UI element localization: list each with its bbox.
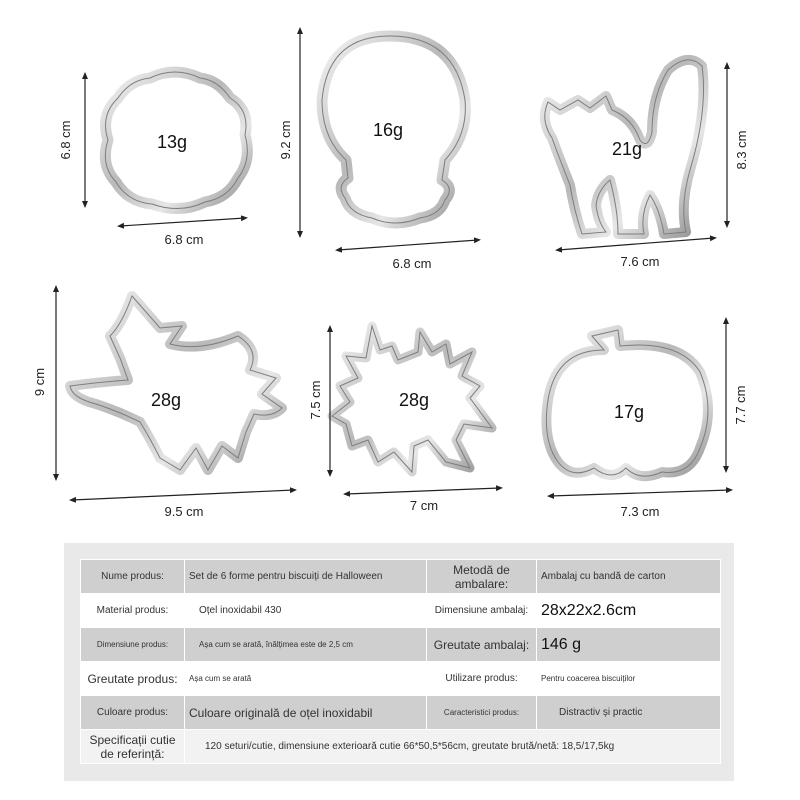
product-weight-value: Așa cum se arată <box>185 662 427 696</box>
product-spec-panel <box>64 543 734 781</box>
usage-label: Utilizare produs: <box>427 662 537 696</box>
color-value: Culoare originală de oțel inoxidabil <box>185 696 427 730</box>
weight-label: 28g <box>150 390 182 410</box>
color-label: Culoare produs: <box>81 696 185 730</box>
spec-row <box>81 560 721 594</box>
box-spec-value: 120 seturi/cutie, dimensiune exterioară cutie 66*50,5*56cm, greutate brută/netă: 18,5/17,5kg <box>185 730 721 764</box>
packaging-method-label: Metodă de ambalare: <box>427 560 537 594</box>
package-weight-label: Greutate ambalaj: <box>427 628 537 662</box>
product-weight-label: Greutate produs: <box>81 662 185 696</box>
weight-label: 21g <box>611 139 643 159</box>
product-dimension-value: Așa cum se arată, înălțimea este de 2,5 cm <box>185 628 427 662</box>
width-dimension-line <box>120 218 245 226</box>
product-name-label: Nume produs: <box>81 560 185 594</box>
witch-cutter-shape <box>70 296 282 470</box>
width-dimension-line <box>558 238 714 250</box>
usage-value: Pentru coacerea biscuiților <box>537 662 721 696</box>
product-name-value: Set de 6 forme pentru biscuiți de Halloween <box>185 560 427 594</box>
width-dimension-line <box>72 490 294 500</box>
spec-row <box>81 730 721 764</box>
cutter-octagon <box>58 72 247 247</box>
cutter-cat <box>545 60 749 269</box>
width-dimension-line <box>346 488 500 494</box>
width-label: 6.8 cm <box>392 256 432 271</box>
height-label: 9.2 cm <box>278 120 293 160</box>
weight-label: 16g <box>372 120 404 140</box>
weight-label: 13g <box>156 132 188 152</box>
weight-label: 17g <box>613 402 645 422</box>
width-dimension-line <box>550 490 730 496</box>
height-label: 7.5 cm <box>308 380 323 420</box>
packaging-method-value: Ambalaj cu bandă de carton <box>537 560 721 594</box>
width-label: 6.8 cm <box>164 232 204 247</box>
width-label: 7.3 cm <box>620 504 660 519</box>
width-label: 7.6 cm <box>620 254 660 269</box>
features-label: Caracteristici produs: <box>427 696 537 730</box>
product-spec-table <box>80 559 721 764</box>
height-label: 6.8 cm <box>58 120 73 160</box>
product-dimension-label: Dimensiune produs: <box>81 628 185 662</box>
package-dimension-value: 28x22x2.6cm <box>537 594 721 628</box>
cutter-splat <box>308 326 500 513</box>
height-label: 9 cm <box>32 367 47 397</box>
material-value: Oțel inoxidabil 430 <box>185 594 427 628</box>
spec-row <box>81 662 721 696</box>
cutter-pumpkin <box>546 320 748 519</box>
spec-row <box>81 594 721 628</box>
spec-row <box>81 628 721 662</box>
width-label: 9.5 cm <box>164 504 204 519</box>
width-dimension-line <box>338 240 478 250</box>
height-label: 8.3 cm <box>734 130 749 170</box>
features-value: Distractiv și practic <box>537 696 721 730</box>
package-dimension-label: Dimensiune ambalaj: <box>427 594 537 628</box>
cutter-skull <box>278 30 478 271</box>
material-label: Material produs: <box>81 594 185 628</box>
box-spec-label: Specificații cutie de referință: <box>81 730 185 764</box>
package-weight-value: 146 g <box>537 628 721 662</box>
cutter-witch <box>32 288 294 519</box>
weight-label: 28g <box>398 390 430 410</box>
width-label: 7 cm <box>409 498 439 513</box>
spec-row <box>81 696 721 730</box>
height-label: 7.7 cm <box>733 385 748 425</box>
